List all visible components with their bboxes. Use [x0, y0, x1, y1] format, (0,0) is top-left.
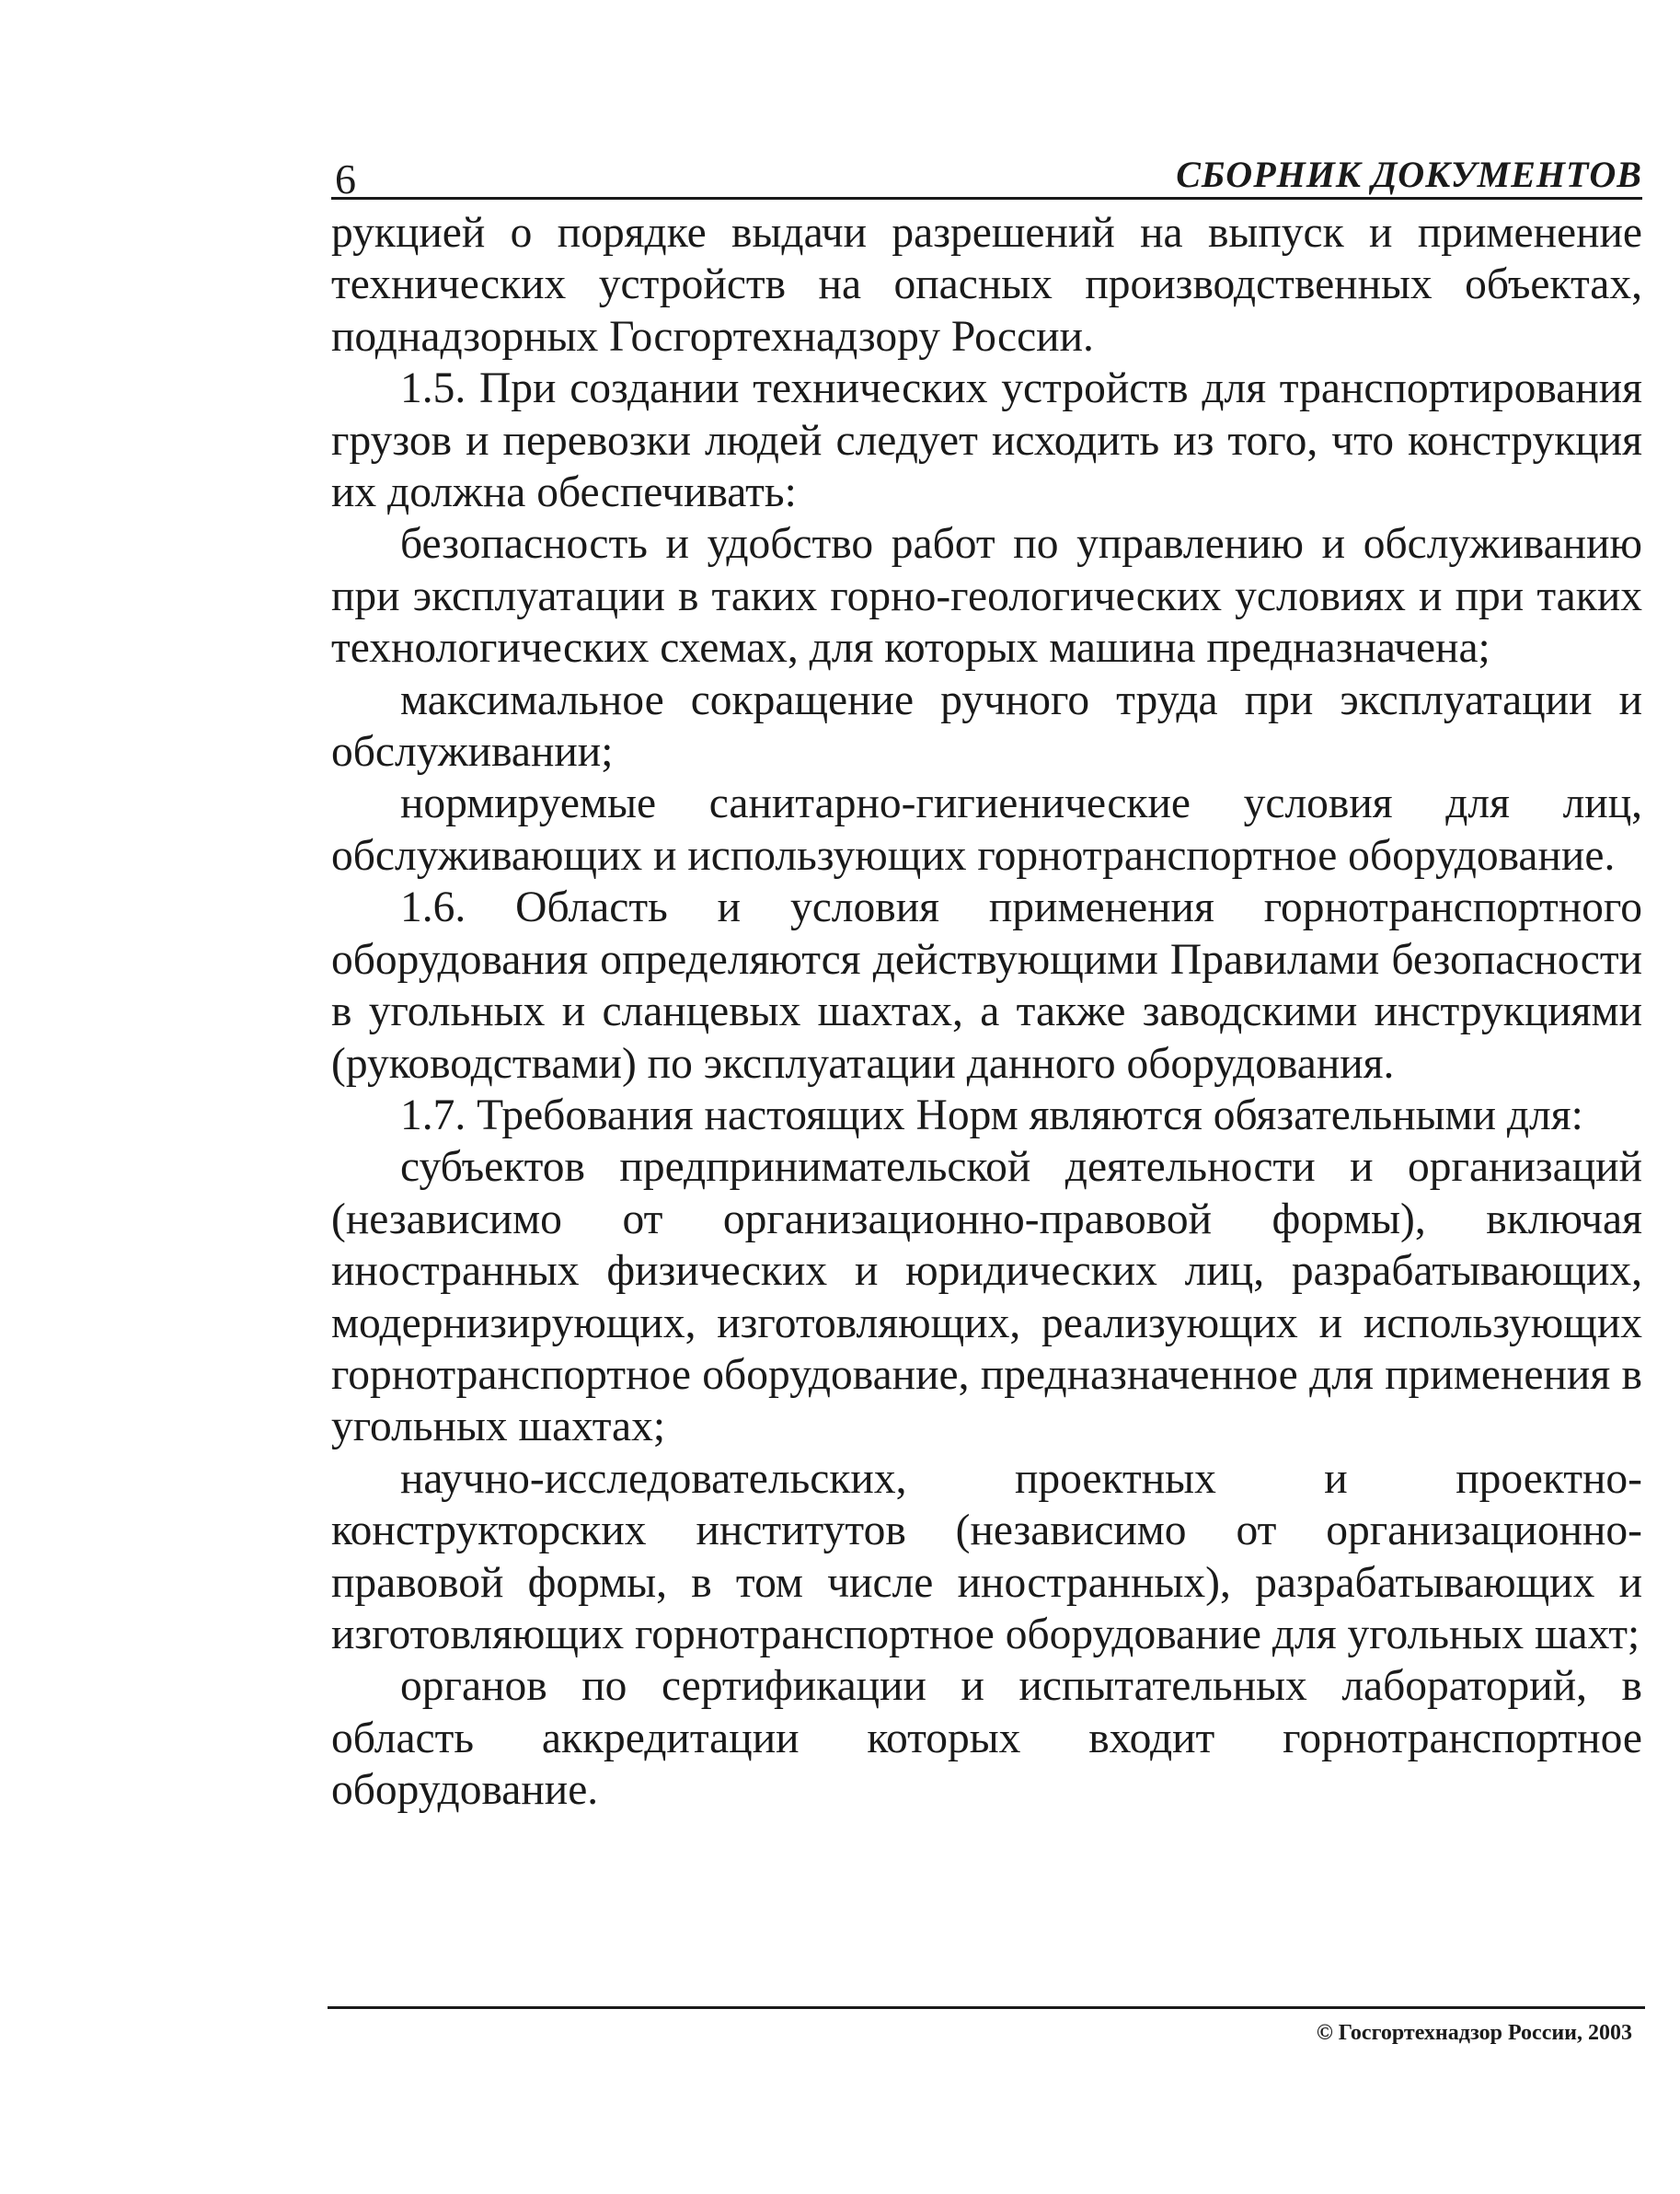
paragraph-1-6: 1.6. Область и условия применения горнотранспортного оборудования определяются действующими Правилами безопасности в угольных и сланцевых шахтах, а также заводскими инструкциями (руководствами) по эксплуатации данного оборудования.	[331, 883, 1642, 1088]
paragraph-continuation: рукцией о порядке выдачи разрешений на выпуск и применение технических устройств на опасных производственных объектах, поднадзорных Госгортехнадзору России.	[331, 209, 1642, 361]
paragraph-1-5: 1.5. При создании технических устройств для транспортирования грузов и перевозки людей следует исходить из того, что конструкция их должна обеспечивать:	[331, 364, 1642, 517]
copyright-notice: © Госгортехнадзор России, 2003	[1316, 2021, 1632, 2045]
paragraph-safety: безопасность и удобство работ по управлению и обслуживанию при эксплуатации в таких горно-геологических условиях и при таких технологических схемах, для которых машина предназначена;	[331, 520, 1642, 673]
document-page	[331, 138, 1642, 1817]
paragraph-manual-labor: максимальное сокращение ручного труда при эксплуатации и обслуживании;	[331, 676, 1642, 777]
running-header	[331, 138, 1642, 200]
collection-title: СБОРНИК ДОКУМЕНТОВ	[1176, 154, 1642, 195]
paragraph-1-7: 1.7. Требования настоящих Норм являются обязательными для:	[400, 1091, 1583, 1139]
page-number: 6	[335, 156, 356, 202]
body-text	[331, 207, 1642, 1817]
paragraph-sanitary: нормируемые санитарно-гигиенические условия для лиц, обслуживающих и использующих горнотранспортное оборудование.	[331, 779, 1642, 880]
paragraph-institutes: научно-исследовательских, проектных и проектно-конструкторских институтов (независимо от организационно-правовой формы, в том числе иностранных), разрабатывающих и изготовляющих горнотранспортное оборудование для угольных шахт;	[331, 1454, 1642, 1658]
paragraph-certification: органов по сертификации и испытательных лабораторий, в область аккредитации которых входит горнотранспортное оборудование.	[331, 1662, 1642, 1815]
footer-divider	[328, 2006, 1645, 2009]
paragraph-subjects: субъектов предпринимательской деятельности и организаций (независимо от организационно-правовой формы), включая иностранных физических и юридических лиц, разрабатывающих, модернизирующих, изготовляющих, реализующих и использующих горнотранспортное оборудование, предназначенное для применения в угольных шахтах;	[331, 1143, 1642, 1451]
